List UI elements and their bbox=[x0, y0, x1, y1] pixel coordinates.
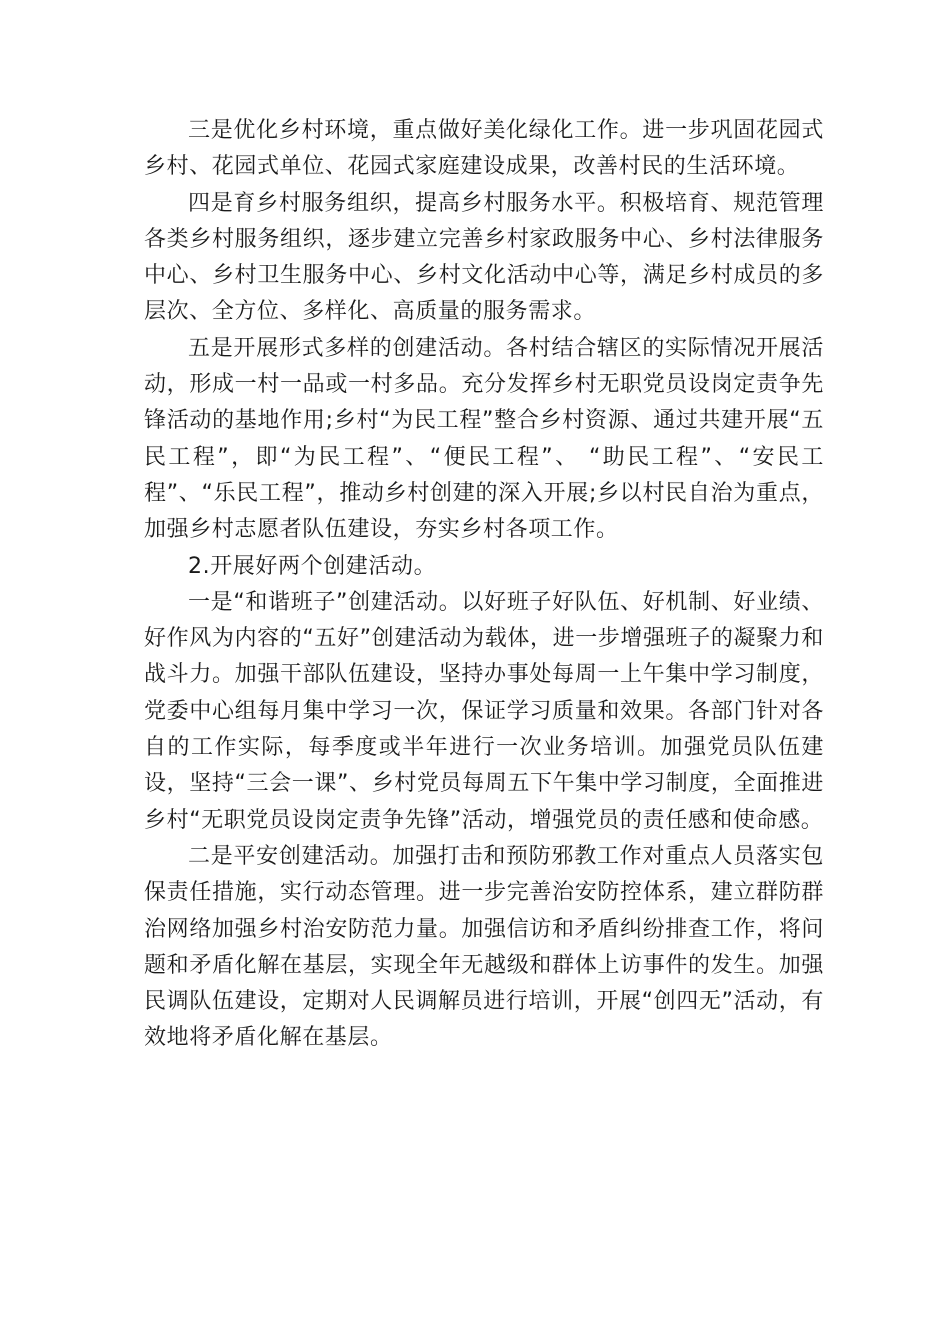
paragraph-safety-creation: 二是平安创建活动。加强打击和预防邪教工作对重点人员落实包保责任措施，实行动态管理。进一步完善治安防控体系，建立群防群治网络加强乡村治安防范力量。加强信访和矛盾纠纷排查工作，将问题和矛盾化解在基层，实现全年无越级和群体上访事件的发生。加强民调队伍建设，定期对人民调解员进行培训，开展“创四无”活动，有效地将矛盾化解在基层。 bbox=[144, 843, 824, 1051]
section-heading-two-activities: 2.开展好两个创建活动。 bbox=[188, 553, 437, 579]
paragraph-harmonious-team: 一是“和谐班子”创建活动。以好班子好队伍、好机制、好业绩、好作风为内容的“五好”创建活动为载体，进一步增强班子的凝聚力和战斗力。加强干部队伍建设，坚持办事处每周一上午集中学习制度，党委中心组每月集中学习一次，保证学习质量和效果。各部门针对各自的工作实际，每季度或半年进行一次业务培训。加强党员队伍建设，坚持“三会一课”、乡村党员每周五下午集中学习制度，全面推进乡村“无职党员设岗定责争先锋”活动，增强党员的责任感和使命感。 bbox=[144, 589, 824, 833]
paragraph-environment: 三是优化乡村环境，重点做好美化绿化工作。进一步巩固花园式乡村、花园式单位、花园式家庭建设成果，改善村民的生活环境。 bbox=[144, 118, 824, 180]
document-body bbox=[144, 113, 824, 1057]
paragraph-creation-activities: 五是开展形式多样的创建活动。各村结合辖区的实际情况开展活动，形成一村一品或一村多品。充分发挥乡村无职党员设岗定责争先锋活动的基地作用;乡村“为民工程”整合乡村资源、通过共建开展“五民工程”，即“为民工程”、“便民工程”、 “助民工程”、“安民工程”、“乐民工程”，推动乡村创建的深入开展;乡以村民自治为重点，加强乡村志愿者队伍建设，夯实乡村各项工作。 bbox=[144, 335, 824, 543]
paragraph-service-organizations: 四是育乡村服务组织，提高乡村服务水平。积极培育、规范管理各类乡村服务组织，逐步建立完善乡村家政服务中心、乡村法律服务中心、乡村卫生服务中心、乡村文化活动中心等，满足乡村成员的多层次、全方位、多样化、高质量的服务需求。 bbox=[144, 190, 824, 325]
